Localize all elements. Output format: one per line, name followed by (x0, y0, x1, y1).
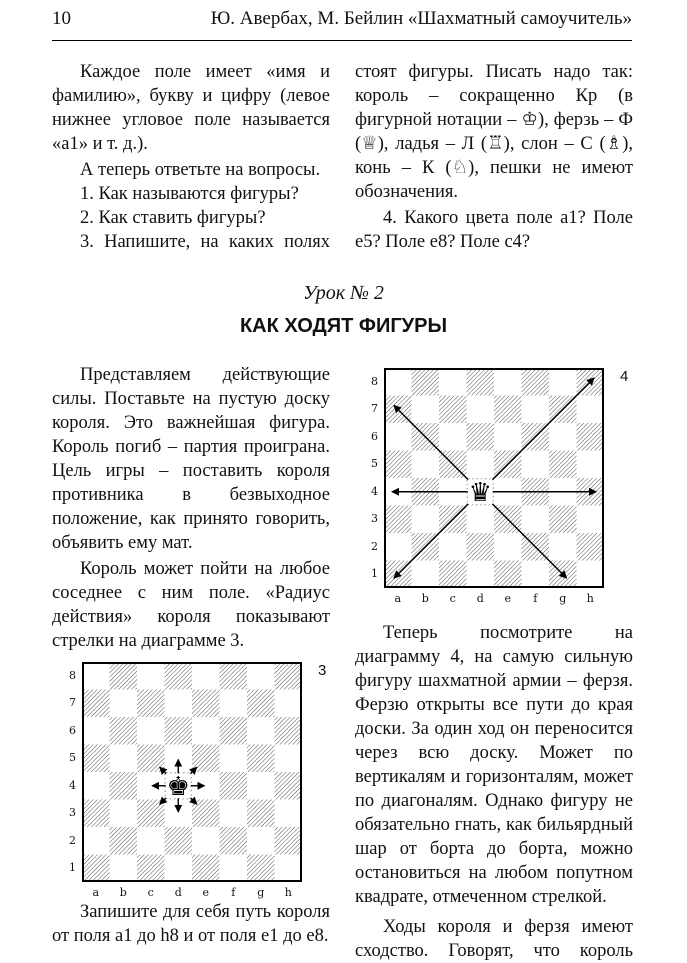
light-square (247, 717, 275, 745)
dark-square (82, 855, 110, 883)
light-square (384, 533, 412, 561)
dark-square (82, 800, 110, 828)
dark-square (247, 690, 275, 718)
rank-label: 4 (69, 778, 76, 792)
paragraph: Запишите для себя путь короля от поля а1 до h8 и от поля е1 до е8. (52, 902, 330, 946)
dark-square (220, 717, 248, 745)
light-square (247, 772, 275, 800)
right-top-column (355, 60, 633, 254)
dark-square (275, 827, 303, 855)
light-square (412, 451, 440, 479)
running-title: Ю. Авербах, М. Бейлин «Шахматный самоучитель» (210, 8, 632, 29)
paragraph: Теперь посмотрите на диаграмму 4, на самую сильную фигуру шахматной армии – ферзя. Ферзю открыты все пути до края доски. За один ход он переносится через всю доску. Может по вертикалям и горизонталям, может по диагоналям. Однако фигуру не обязательно гнать, как бильярдный шар от борта до борта, можно остановиться на любом попутном квадрате, отмеченном стрелкой. (355, 623, 633, 907)
dark-square (577, 423, 605, 451)
light-square (467, 506, 495, 534)
light-square (82, 717, 110, 745)
rank-label: 5 (69, 751, 76, 765)
light-square (220, 800, 248, 828)
dark-square (439, 561, 467, 589)
paragraph: Каждое поле имеет «имя и фамилию», букву и цифру (левое нижнее угловое поле называется «а1» и т. д.). (52, 62, 330, 154)
light-square (165, 855, 193, 883)
dark-square (384, 506, 412, 534)
left-bottom-text (52, 900, 330, 948)
dark-square (247, 855, 275, 883)
diagram-4-number: 4 (620, 368, 629, 385)
light-square (494, 423, 522, 451)
light-square (549, 423, 577, 451)
file-label: b (421, 592, 429, 605)
rank-label: 8 (69, 668, 76, 682)
rank-label: 1 (69, 861, 76, 875)
dark-square (577, 533, 605, 561)
file-label: h (284, 886, 292, 899)
dark-square (275, 662, 303, 690)
light-square (220, 745, 248, 773)
light-square (467, 396, 495, 424)
rank-label: 2 (371, 539, 378, 553)
light-square (110, 800, 138, 828)
file-label: e (202, 886, 209, 899)
dark-square (467, 368, 495, 396)
queen-piece: ♛ (468, 477, 492, 508)
file-label: d (476, 592, 484, 605)
light-square (467, 561, 495, 589)
diagram-3-number: 3 (318, 662, 327, 679)
light-square (275, 855, 303, 883)
light-square (275, 800, 303, 828)
dark-square (110, 772, 138, 800)
left-top-column (52, 60, 330, 254)
file-label: d (174, 886, 182, 899)
light-square (439, 423, 467, 451)
king-piece: ♚ (166, 771, 190, 802)
dark-square (247, 745, 275, 773)
paragraph: Король может пойти на любое соседнее с ним поле. «Радиус действия» короля показывают стрелки на диаграмме 3. (52, 559, 330, 651)
light-square (439, 368, 467, 396)
light-square (384, 368, 412, 396)
light-square (549, 368, 577, 396)
light-square (110, 745, 138, 773)
light-square (384, 423, 412, 451)
light-square (412, 561, 440, 589)
dark-square (137, 690, 165, 718)
light-square (110, 855, 138, 883)
light-square (412, 506, 440, 534)
dark-square (220, 772, 248, 800)
page-number: 10 (52, 8, 71, 29)
dark-square (192, 855, 220, 883)
light-square (577, 506, 605, 534)
light-square (577, 451, 605, 479)
board3-svg (82, 662, 302, 882)
light-square (467, 451, 495, 479)
dark-square (220, 662, 248, 690)
light-square (412, 396, 440, 424)
light-square (137, 717, 165, 745)
dark-square (549, 506, 577, 534)
light-square (577, 561, 605, 589)
light-square (439, 533, 467, 561)
dark-square (412, 368, 440, 396)
light-square (577, 396, 605, 424)
light-square (522, 451, 550, 479)
light-square (494, 533, 522, 561)
file-label: e (504, 592, 511, 605)
rank-label: 3 (69, 806, 76, 820)
rank-label: 7 (371, 402, 378, 416)
right-mid-column (355, 621, 633, 963)
light-square (165, 690, 193, 718)
paragraph: Ходы короля и ферзя имеют сходство. Говорят, что король (355, 917, 633, 961)
light-square (522, 506, 550, 534)
dark-square (82, 690, 110, 718)
dark-square (137, 855, 165, 883)
file-label: g (559, 592, 567, 605)
dark-square (275, 717, 303, 745)
file-label: f (533, 592, 538, 605)
dark-square (165, 827, 193, 855)
rank-label: 5 (371, 457, 378, 471)
rank-label: 4 (371, 484, 378, 498)
file-label: a (394, 592, 402, 605)
light-square (247, 827, 275, 855)
file-label: c (147, 886, 154, 899)
light-square (82, 827, 110, 855)
left-mid-column (52, 363, 330, 653)
dark-square (467, 533, 495, 561)
light-square (192, 827, 220, 855)
light-square (494, 368, 522, 396)
light-square (82, 662, 110, 690)
dark-square (549, 451, 577, 479)
light-square (137, 827, 165, 855)
file-label: a (92, 886, 100, 899)
dark-square (220, 827, 248, 855)
paragraph: Представляем действующие силы. Поставьте на пустую доску короля. Это важнейшая фигура. Король погиб – партия проиграна. Цель игры – поставить короля противника в безвыходное положение, как принято говорить, объявить ему мат. (52, 365, 330, 553)
lesson-title: КАК ХОДЯТ ФИГУРЫ (239, 315, 448, 337)
file-label: h (586, 592, 594, 605)
light-square (275, 745, 303, 773)
light-square (522, 561, 550, 589)
lesson-number: Урок № 2 (303, 282, 384, 304)
rank-label: 7 (69, 696, 76, 710)
rank-label: 3 (371, 512, 378, 526)
dark-square (110, 827, 138, 855)
file-label: c (449, 592, 456, 605)
board4-svg (384, 368, 604, 588)
file-label: f (231, 886, 236, 899)
light-square (549, 533, 577, 561)
paragraph: стоят фигуры. Писать надо так: король – сокращенно Кр (в фигурной нотации – ♔), ферзь – Ф (♕), ладья – Л (♖), слон – С (♗), конь – К (♘), пешки не имеют обозначения. (355, 62, 633, 202)
light-square (247, 662, 275, 690)
dark-square (439, 396, 467, 424)
rank-label: 6 (371, 429, 378, 443)
light-square (220, 855, 248, 883)
dark-square (247, 800, 275, 828)
light-square (220, 690, 248, 718)
question-1: 1. Как называются фигуры? (80, 184, 299, 204)
light-square (192, 662, 220, 690)
dark-square (82, 745, 110, 773)
dark-square (384, 451, 412, 479)
rank-label: 8 (371, 374, 378, 388)
dark-square (494, 396, 522, 424)
dark-square (192, 690, 220, 718)
light-square (522, 396, 550, 424)
dark-square (110, 717, 138, 745)
header-rule (52, 40, 632, 41)
dark-square (275, 772, 303, 800)
light-square (275, 690, 303, 718)
question-4: 4. Какого цвета поле а1? Поле е5? Поле е8? Поле с4? (355, 208, 633, 252)
file-label: b (119, 886, 127, 899)
light-square (110, 690, 138, 718)
dark-square (165, 662, 193, 690)
diagram-3-board (82, 662, 302, 882)
rank-label: 1 (371, 567, 378, 581)
question-3: 3. Напишите, на каких полях (80, 232, 330, 252)
dark-square (110, 662, 138, 690)
light-square (192, 717, 220, 745)
light-square (137, 662, 165, 690)
dark-square (494, 561, 522, 589)
dark-square (165, 717, 193, 745)
paragraph: А теперь ответьте на вопросы. (80, 160, 321, 180)
dark-square (467, 423, 495, 451)
rank-label: 2 (69, 833, 76, 847)
question-2: 2. Как ставить фигуры? (80, 208, 266, 228)
diagram-4-board (384, 368, 604, 588)
light-square (82, 772, 110, 800)
file-label: g (257, 886, 265, 899)
rank-label: 6 (69, 723, 76, 737)
dark-square (522, 368, 550, 396)
